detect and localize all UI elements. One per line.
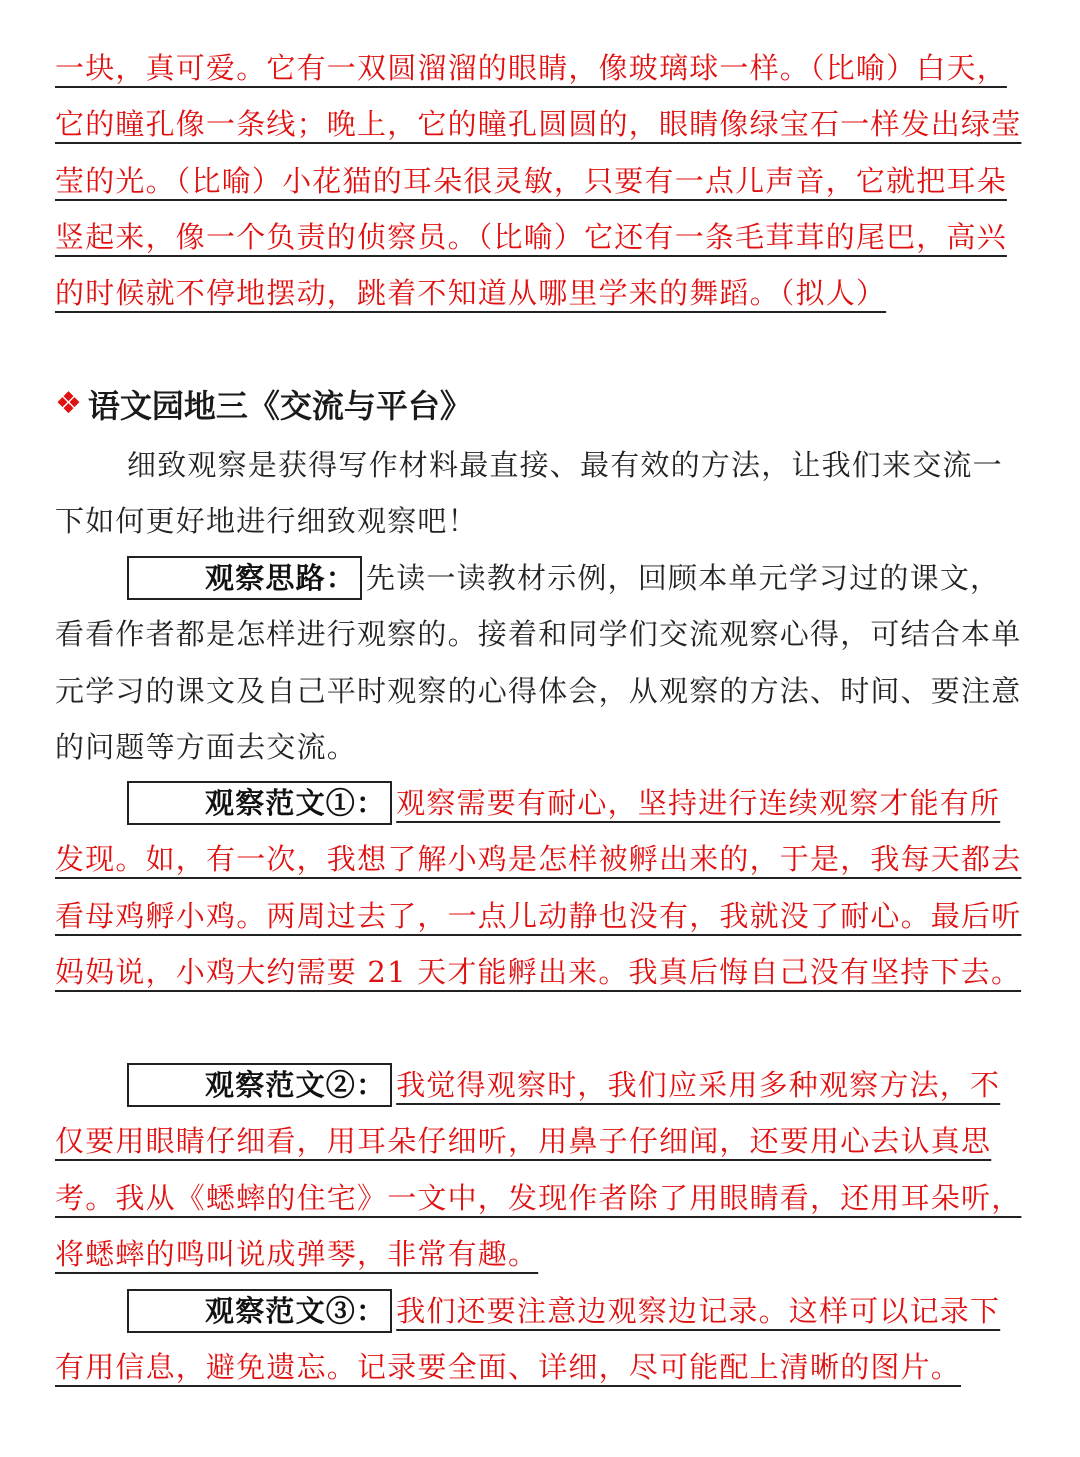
example-1-label: 观察范文①： bbox=[127, 781, 392, 825]
example-1-text: 观察需要有耐心，坚持进行连续观察才能有所发现。如，有一次，我想了解小鸡是怎样被孵出来的，于是，我每天都去看母鸡孵小鸡。两周过去了，一点儿动静也没有，我就没了耐心。最后听妈妈说，小鸡大约需要 21 天才能孵出来。我真后悔自己没有坚持下去。 bbox=[55, 786, 1022, 989]
example-3-text: 我们还要注意边观察边记录。这样可以记录下有用信息，避免遗忘。记录要全面、详细，尽可能配上清晰的图片。 bbox=[55, 1294, 1001, 1385]
section-heading bbox=[55, 381, 472, 427]
example-3-label: 观察范文③： bbox=[127, 1289, 392, 1333]
observation-idea bbox=[55, 550, 1027, 775]
top-paragraph bbox=[55, 40, 1027, 321]
example-2 bbox=[55, 1057, 1027, 1282]
example-3 bbox=[55, 1283, 1027, 1396]
intro-text: 细致观察是获得写作材料最直接、最有效的方法，让我们来交流一下如何更好地进行细致观察吧！ bbox=[55, 448, 1003, 539]
observation-idea-text: 先读一读教材示例，回顾本单元学习过的课文，看看作者都是怎样进行观察的。接着和同学们交流观察心得，可结合本单元学习的课文及自己平时观察的心得体会，从观察的方法、时间、要注意的问题等方面去交流。 bbox=[55, 561, 1022, 764]
observation-idea-label: 观察思路： bbox=[127, 556, 362, 600]
diamond-bullet-icon: ❖ bbox=[55, 386, 82, 421]
section-title: 语文园地三《交流与平台》 bbox=[87, 387, 472, 425]
intro-paragraph bbox=[55, 437, 1027, 550]
example-2-label: 观察范文②： bbox=[127, 1063, 392, 1107]
example-1 bbox=[55, 775, 1027, 1000]
example-2-text: 我觉得观察时，我们应采用多种观察方法，不仅要用眼睛仔细看，用耳朵仔细听，用鼻子仔细闻，还要用心去认真思考。我从《蟋蟀的住宅》一文中，发现作者除了用眼睛看，还用耳朵听，将蟋蟀的鸣叫说成弹琴，非常有趣。 bbox=[55, 1068, 1022, 1271]
top-paragraph-text: 一块，真可爱。它有一双圆溜溜的眼睛，像玻璃球一样。（比喻）白天，它的瞳孔像一条线；晚上，它的瞳孔圆圆的，眼睛像绿宝石一样发出绿莹莹的光。（比喻）小花猫的耳朵很灵敏，只要有一点儿声音，它就把耳朵竖起来，像一个负责的侦察员。（比喻）它还有一条毛茸茸的尾巴，高兴的时候就不停地摆动，跳着不知道从哪里学来的舞蹈。（拟人） bbox=[55, 51, 1022, 311]
